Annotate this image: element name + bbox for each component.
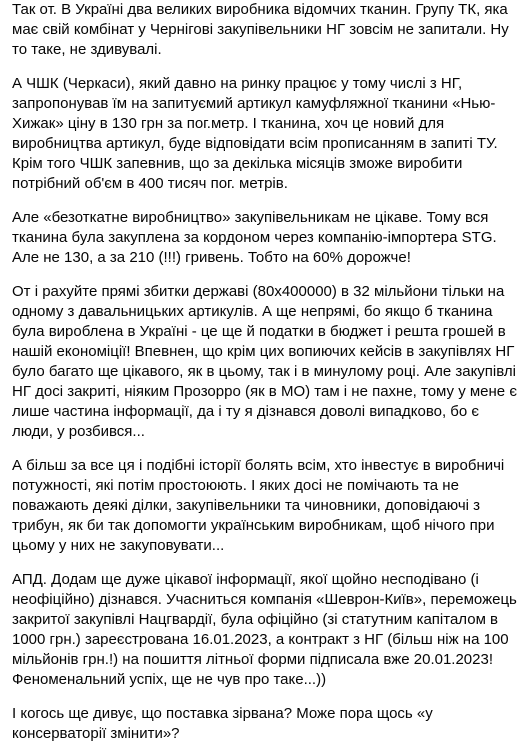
post-paragraph-3: Але «безоткатне виробництво» закупівельникам не цікаве. Тому вся тканина була закуплена за кордоном через компанію-імпортера STG. Але не 130, а за 210 (!!!) гривень. Тобто на 60% дорожче! bbox=[12, 209, 497, 266]
post-paragraph-7: І когось ще дивує, що поставка зірвана? Може пора щось «у консерваторії змінити»? bbox=[12, 705, 433, 742]
post-paragraph-2: А ЧШК (Черкаси), який давно на ринку працює у тому числі з НГ, запропонував їм на запитуємий артикул камуфляжної тканини «Нью-Хижак» ціну в 130 грн за пог.метр. І тканина, хоч це новий для виробництва артикул, буде відповідати всім прописанням в запиті ТУ. Крім того ЧШК запевнив, що за декілька місяців зможе виробити потрібний об'єм в 400 тисяч пог. метрів. bbox=[12, 75, 498, 192]
paragraph-gap bbox=[12, 60, 518, 74]
paragraph-gap bbox=[12, 556, 518, 570]
paragraph-gap bbox=[12, 268, 518, 282]
paragraph-gap bbox=[12, 442, 518, 456]
paragraph-gap bbox=[12, 194, 518, 208]
paragraph-gap bbox=[12, 690, 518, 704]
post-paragraph-4: От і рахуйте прямі збитки державі (80х400000) в 32 мільйони тільки на одному з давальницьких артикулів. А ще непрямі, бо якщо б тканина була вироблена в Україні - це ще й податки в бюджет і решта грошей в нашій економіції! Впевнен, що крім цих вопиючих кейсів в закупівлях НГ було багато ще цікавого, як в цьому, так і в минулому році. Але закупівлі НГ досі закриті, ніяким Прозорро (як в МО) там і не пахне, тому у мене є лише частина інформації, да і ту я дізнався доволі випадково, бо є люди, у розбився... bbox=[12, 283, 517, 440]
post-paragraph-1: Так от. В Україні два великих виробника відомчих тканин. Групу ТК, яка має свій комбінат у Чернігові закупівельники НГ зовсім не запитали. Ну то таке, не здивувалі. bbox=[12, 1, 509, 58]
post-paragraph-5: А більш за все ця і подібні історії болять всім, хто інвестує в виробничі потужності, які потім простоюють. І яких досі не помічають та не поважають деякі ділки, закупівельники та чиновники, доповідаючі з трибун, як би так допомогти українським виробникам, щоб нічого при цьому у них не закуповувати... bbox=[12, 457, 505, 554]
post-paragraph-6: АПД. Додам ще дуже цікавої інформації, якої щойно несподівано (і неофіційно) дізнався. Учасниться компанія «Шеврон-Київ», переможець закритої закупівлі Нацгвардії, була офіційно (зі статутним капіталом в 1000 грн.) зареєстрована 16.01.2023, а контракт з НГ (більш ніж на 100 мільйонів грн.!) на пошиття літньої форми підписала вже 20.01.2023! Феноменальний успіх, ще не чув про таке...)) bbox=[12, 571, 517, 688]
